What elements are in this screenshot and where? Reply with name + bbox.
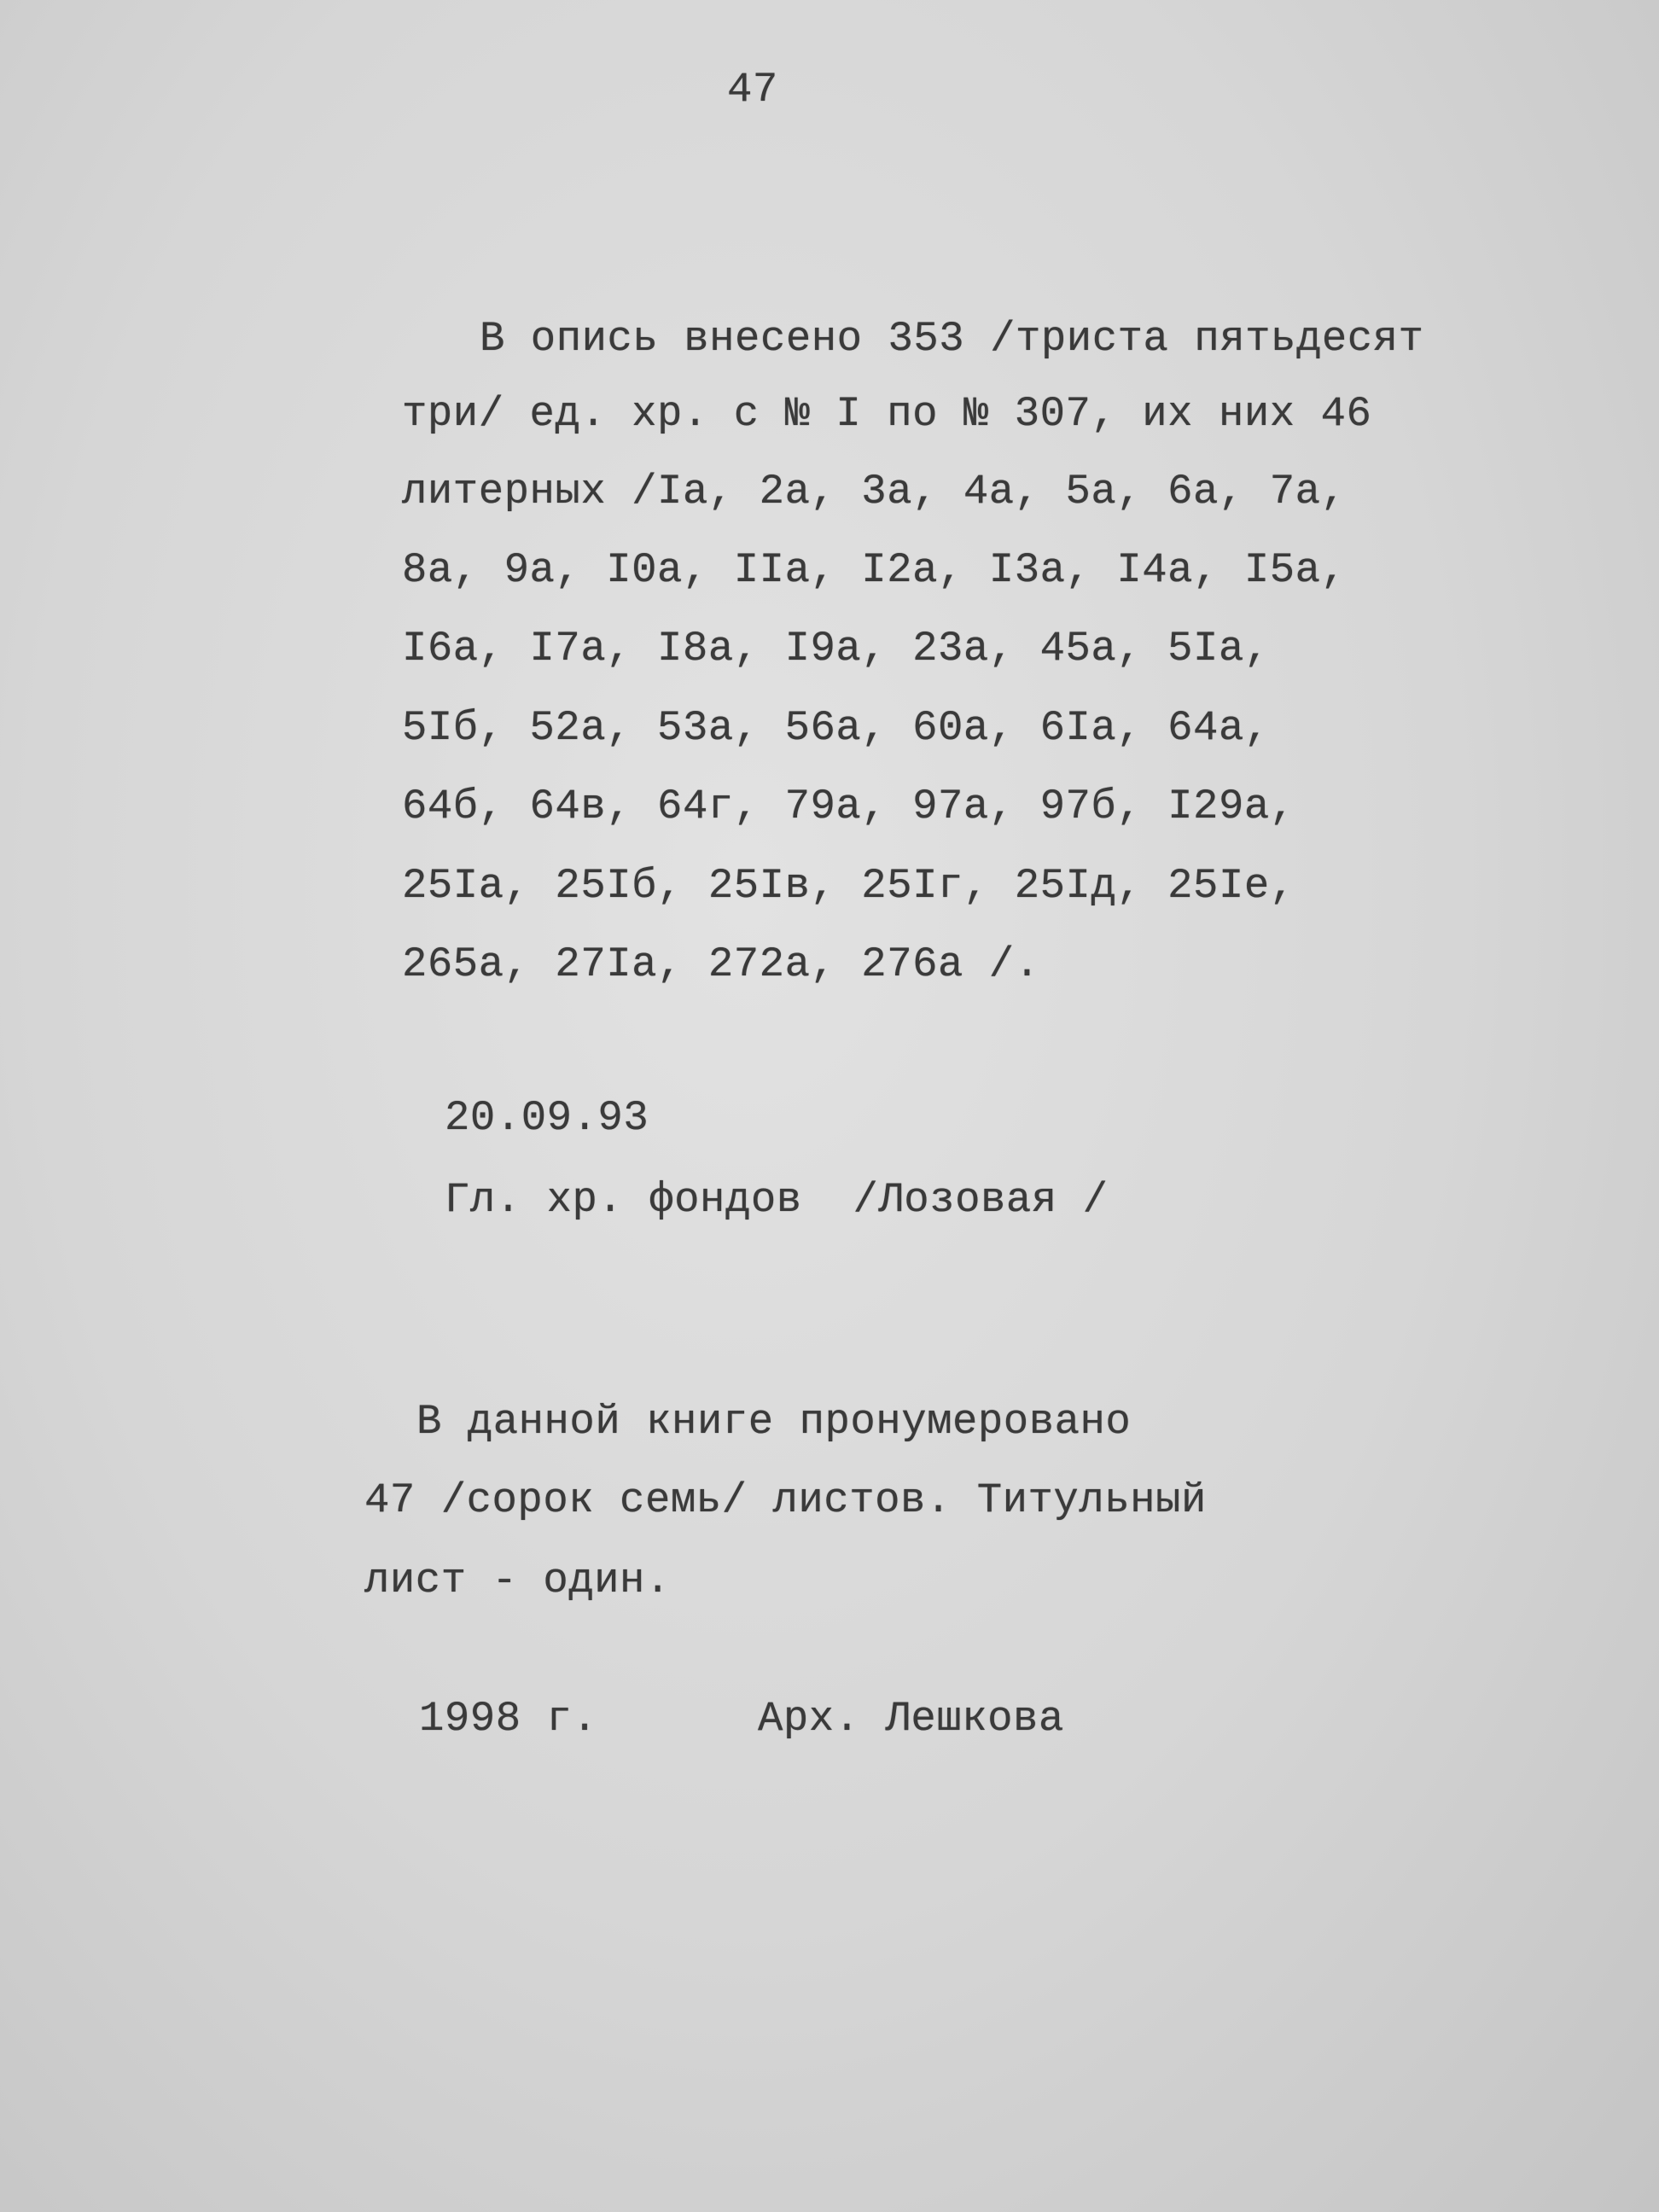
cert-line: 47 /сорок семь/ листов. Титульный	[364, 1476, 1207, 1524]
note-date: 20.09.93	[445, 1094, 649, 1142]
note-line: 265а, 27Iа, 272а, 276а /.	[402, 940, 1040, 988]
note-line: I6а, I7а, I8а, I9а, 23а, 45а, 5Iа,	[402, 625, 1270, 672]
note-line: 25Iа, 25Iб, 25Iв, 25Iг, 25Iд, 25Iе,	[402, 862, 1295, 910]
note-line: 8а, 9а, I0а, IIа, I2а, I3а, I4а, I5а,	[402, 546, 1347, 594]
note-line: три/ ед. хр. с № I по № 307, их них 46	[402, 390, 1372, 438]
cert-line: лист - один.	[364, 1557, 671, 1604]
cert-archivist: Арх. Лешкова	[758, 1695, 1064, 1743]
note-signature: Гл. хр. фондов /Лозовая /	[445, 1176, 1109, 1224]
note-line: 64б, 64в, 64г, 79а, 97а, 97б, I29а,	[402, 783, 1295, 830]
cert-line: В данной книге пронумеровано	[416, 1398, 1132, 1446]
note-line: В опись внесено 353 /триста пятьдесят	[480, 315, 1424, 363]
cert-year: 1998 г.	[419, 1695, 598, 1743]
page-number: 47	[727, 66, 778, 114]
note-line: 5Iб, 52а, 53а, 56а, 60а, 6Iа, 64а,	[402, 704, 1270, 752]
note-line: литерных /Iа, 2а, 3а, 4а, 5а, 6а, 7а,	[402, 468, 1347, 515]
